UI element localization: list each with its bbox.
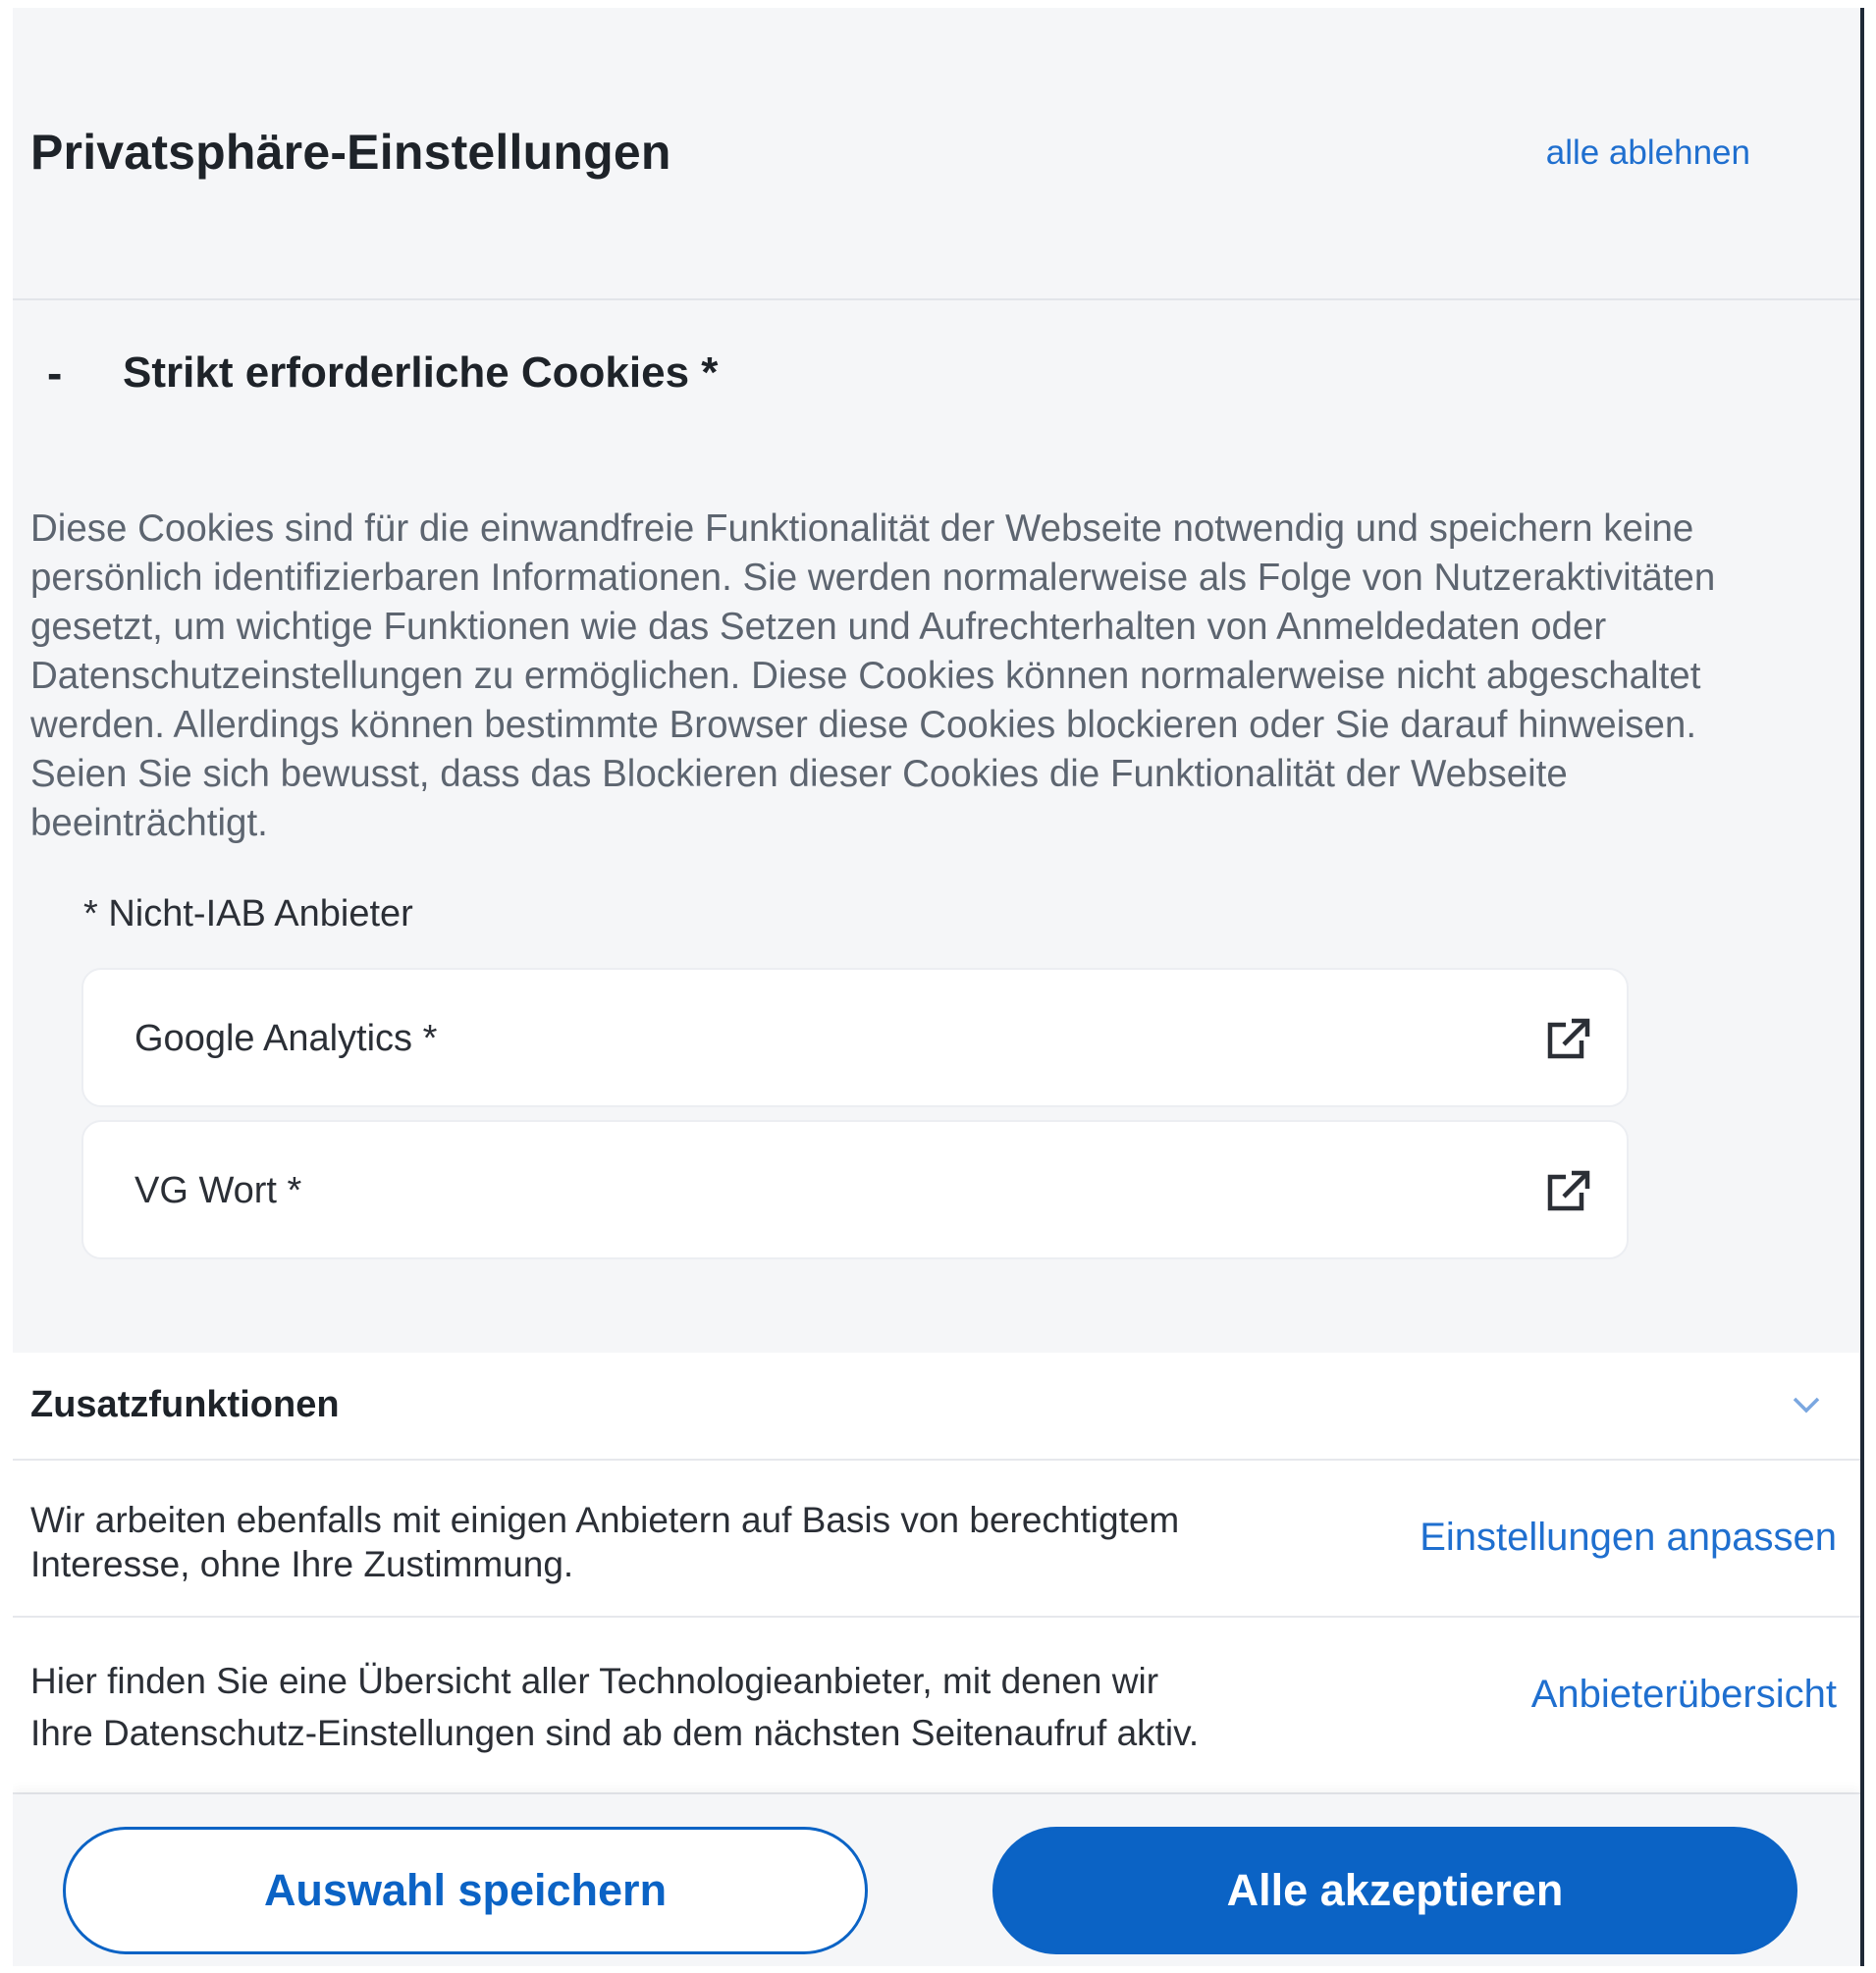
strict-cookies-description: Diese Cookies sind für die einwandfreie Funktionalität der Webseite notwendig und speichern keine persönlich identifizierbaren Informationen. Sie werden normalerweise als Folge von Nutzeraktivitäten gesetzt, um wichtige Funktionen wie das Setzen und Aufrechterhalten von Anmeldedaten oder Datenschutzeinstellungen zu ermöglichen. Diese Cookies können normalerweise nicht abgeschaltet werden. Allerdings können bestimmte Browser diese Cookies blockieren oder Sie darauf hinweisen. Seien Sie sich bewusst, dass das Blockieren dieser Cookies die Funktionalität der Webseite beeinträchtigt. (30, 507, 1716, 844)
dialog-header (13, 8, 1860, 300)
vendor-overview-text-line2: Ihre Datenschutz-Einstellungen sind ab dem nächsten Seitenaufruf aktiv. (30, 1713, 1200, 1753)
reject-all-link[interactable]: alle ablehnen (1545, 133, 1750, 172)
adjust-settings-link[interactable]: Einstellungen anpassen (1420, 1516, 1837, 1559)
strict-cookies-title: Strikt erforderliche Cookies * (123, 348, 719, 397)
page-title: Privatsphäre-Einstellungen (30, 125, 671, 180)
vendor-card-google-analytics[interactable] (81, 968, 1629, 1107)
external-link-icon[interactable] (1544, 1017, 1591, 1062)
vendor-overview-row (13, 1618, 1860, 1794)
external-link-icon[interactable] (1544, 1169, 1591, 1214)
legitimate-interest-text: Wir arbeiten ebenfalls mit einigen Anbietern auf Basis von berechtigtem Interesse, ohne Ihre Zustimmung. (30, 1500, 1180, 1584)
collapse-toggle[interactable]: - (47, 347, 63, 399)
accept-all-button[interactable]: Alle akzeptieren (992, 1827, 1797, 1954)
non-iab-vendor-heading: * Nicht-IAB Anbieter (83, 893, 413, 934)
vendor-card-vg-wort[interactable] (81, 1120, 1629, 1259)
privacy-settings-dialog (13, 8, 1864, 1966)
vendor-name: VG Wort * (134, 1170, 302, 1211)
vendor-overview-text (30, 1655, 1336, 1759)
strict-cookies-section-header (13, 347, 1860, 415)
chevron-down-icon[interactable] (1790, 1390, 1823, 1419)
vendor-overview-link[interactable]: Anbieterübersicht (1530, 1673, 1837, 1710)
extra-functions-accordion[interactable] (13, 1353, 1860, 1461)
extra-functions-title: Zusatzfunktionen (30, 1384, 340, 1425)
vendor-name: Google Analytics * (134, 1018, 438, 1059)
legitimate-interest-row (13, 1461, 1860, 1618)
save-selection-button[interactable]: Auswahl speichern (63, 1827, 868, 1954)
dialog-footer (13, 1794, 1860, 1966)
vendor-overview-text-line1: Hier finden Sie eine Übersicht aller Technologieanbieter, mit denen wir (30, 1661, 1159, 1701)
